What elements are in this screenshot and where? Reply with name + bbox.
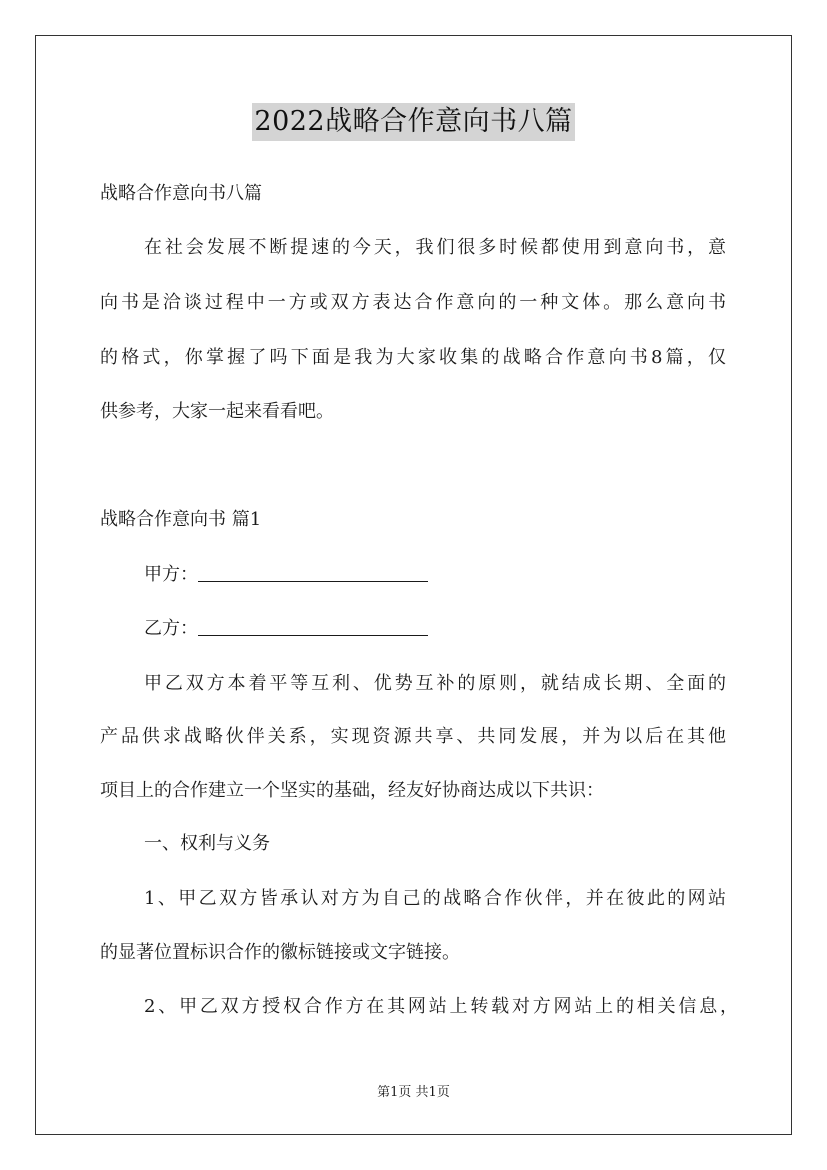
party-b-row xyxy=(144,617,428,641)
body-line-3: 项目上的合作建立一个坚实的基础，经友好协商达成以下共识： xyxy=(100,780,604,801)
party-b-blank-line xyxy=(198,617,428,636)
party-a-blank-line xyxy=(198,563,428,582)
intro-line-1: 在社会发展不断提速的今天，我们很多时候都使用到意向书，意 xyxy=(144,237,726,258)
intro-line-3: 的格式，你掌握了吗下面是我为大家收集的战略合作意向书8篇，仅 xyxy=(100,347,726,368)
clause-1-line-2: 的显著位置标识合作的徽标链接或文字链接。 xyxy=(100,942,460,963)
section-heading: 战略合作意向书 篇1 xyxy=(100,509,262,530)
clause-2-line-1: 2、甲乙双方授权合作方在其网站上转载对方网站上的相关信息， xyxy=(144,996,738,1017)
body-line-1: 甲乙双方本着平等互利、优势互补的原则，就结成长期、全面的 xyxy=(144,673,726,694)
intro-line-2: 向书是洽谈过程中一方或双方表达合作意向的一种文体。那么意向书 xyxy=(100,292,726,313)
document-title: 2022战略合作意向书八篇 xyxy=(252,103,574,141)
page-footer: 第1页 共1页 xyxy=(377,1085,450,1100)
party-a-row xyxy=(144,563,428,587)
body-line-2: 产品供求战略伙伴关系，实现资源共享、共同发展，并为以后在其他 xyxy=(100,726,726,747)
document-subtitle: 战略合作意向书八篇 xyxy=(100,183,262,204)
title-container xyxy=(0,103,827,141)
intro-line-4: 供参考，大家一起来看看吧。 xyxy=(100,401,334,422)
party-a-label: 甲方： xyxy=(144,564,198,585)
party-b-label: 乙方： xyxy=(144,618,198,639)
clause-heading: 一、权利与义务 xyxy=(144,833,270,854)
clause-1-line-1: 1、甲乙双方皆承认对方为自己的战略合作伙伴，并在彼此的网站 xyxy=(144,888,726,909)
